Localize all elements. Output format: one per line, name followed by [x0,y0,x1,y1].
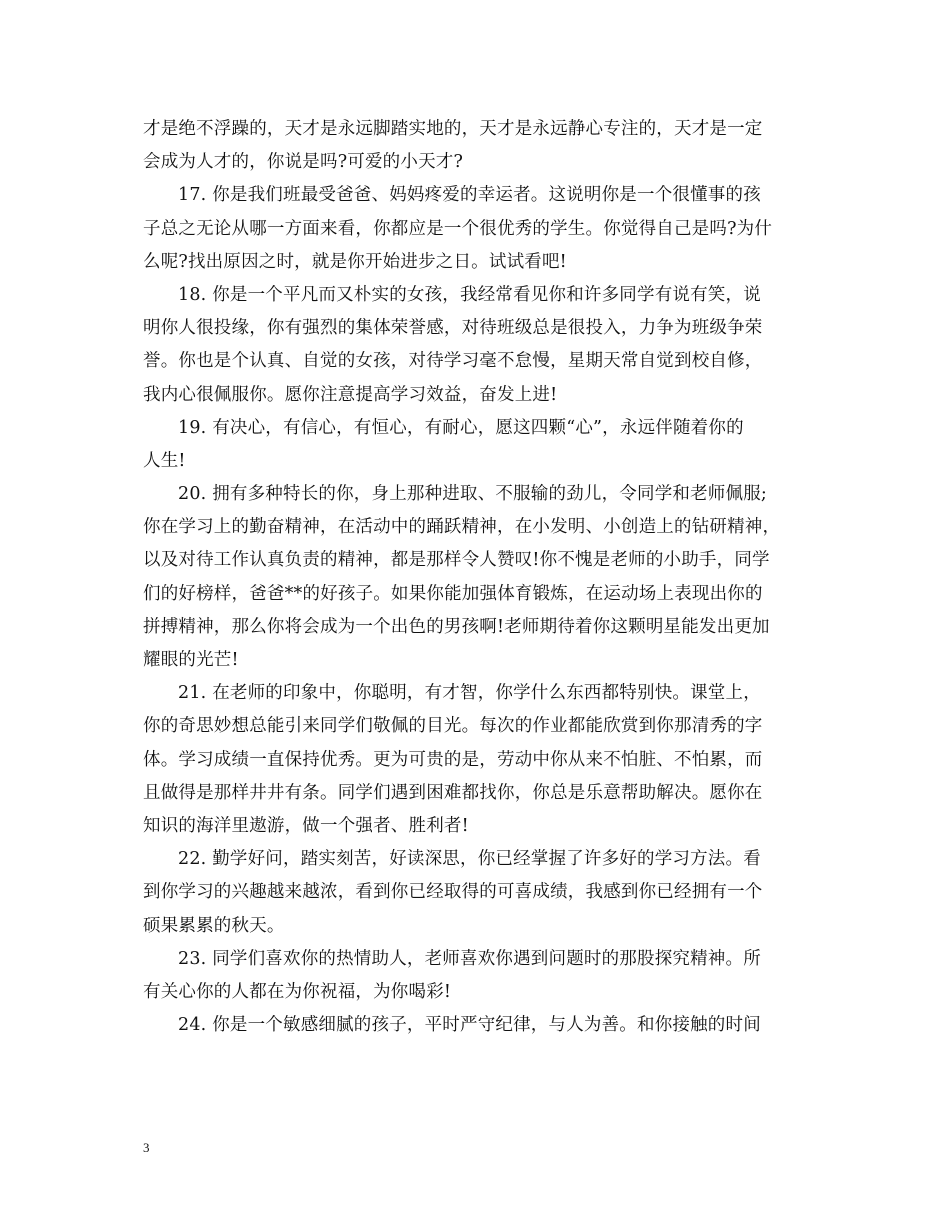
paragraph-21-start: 21. 在老师的印象中，你聪明，有才智，你学什么东西都特别快。课堂上， [178,683,761,704]
paragraph-22-start: 22. 勤学好问，踏实刻苦，好读深思，你已经掌握了许多好的学习方法。看 [178,849,761,870]
text-line: 你在学习上的勤奋精神，在活动中的踊跃精神，在小发明、小创造上的钻研精神， [143,517,781,538]
text-line: 我内心很佩服你。愿你注意提高学习效益，奋发上进! [143,384,558,405]
text-line: 体。学习成绩一直保持优秀。更为可贵的是，劳动中你从来不怕脏、不怕累，而 [143,749,763,770]
text-line: 们的好榜样，爸爸**的好孩子。如果你能加强体育锻炼，在运动场上表现出你的 [143,583,763,604]
text-line: 会成为人才的，你说是吗?可爱的小天才? [143,152,464,173]
text-line: 你的奇思妙想总能引来同学们敬佩的目光。每次的作业都能欣赏到你那清秀的字 [143,716,763,737]
body-text [143,113,813,1042]
paragraph-18-start: 18. 你是一个平凡而又朴实的女孩，我经常看见你和许多同学有说有笑，说 [178,284,761,305]
paragraph-19-start: 19. 有决心，有信心，有恒心，有耐心，愿这四颗“心”，永远伴随着你的 [178,417,744,438]
text-line: 拼搏精神，那么你将会成为一个出色的男孩啊!老师期待着你这颗明星能发出更加 [143,616,770,637]
text-line: 人生! [143,450,186,471]
text-line: 且做得是那样井井有条。同学们遇到困难都找你，你总是乐意帮助解决。愿你在 [143,782,763,803]
text-line: 誉。你也是个认真、自觉的女孩，对待学习毫不怠慢，星期天常自觉到校自修， [143,351,763,372]
paragraph-24-start: 24. 你是一个敏感细腻的孩子，平时严守纪律，与人为善。和你接触的时间 [178,1015,761,1036]
paragraph-23-start: 23. 同学们喜欢你的热情助人，老师喜欢你遇到问题时的那股探究精神。所 [178,948,761,969]
text-line: 耀眼的光芒! [143,650,239,670]
page-number: 3 [143,1140,150,1155]
text-line: 以及对待工作认真负责的精神，都是那样令人赞叹!你不愧是老师的小助手，同学 [143,550,770,571]
text-line: 子总之无论从哪一方面来看，你都应是一个很优秀的学生。你觉得自己是吗?为什 [143,218,773,239]
text-line: 硕果累累的秋天。 [143,915,285,936]
paragraph-20-start: 20. 拥有多种特长的你，身上那种进取、不服输的劲儿，令同学和老师佩服; [178,484,767,505]
text-line: 么呢?找出原因之时，就是你开始进步之日。试试看吧! [143,251,567,272]
text-line: 才是绝不浮躁的，天才是永远脚踏实地的，天才是永远静心专注的，天才是一定 [143,119,763,139]
paragraph-17-start: 17. 你是我们班最受爸爸、妈妈疼爱的幸运者。这说明你是一个很懂事的孩 [178,185,761,206]
text-line: 知识的海洋里遨游，做一个强者、胜利者! [143,815,469,836]
text-line: 到你学习的兴趣越来越浓，看到你已经取得的可喜成绩，我感到你已经拥有一个 [143,882,763,903]
text-line: 有关心你的人都在为你祝福，为你喝彩! [143,981,452,1002]
text-line: 明你人很投缘，你有强烈的集体荣誉感，对待班级总是很投入，力争为班级争荣 [143,318,763,339]
